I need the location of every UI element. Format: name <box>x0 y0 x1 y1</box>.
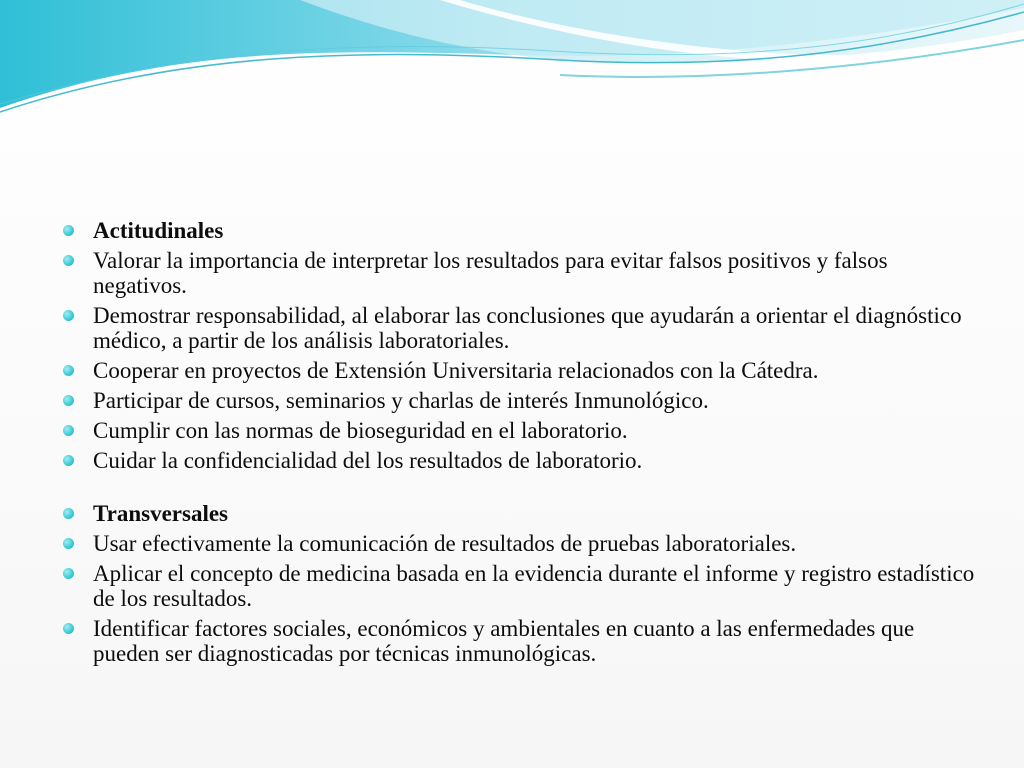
list-item: Aplicar el concepto de medicina basada en la evidencia durante el informe y registro estadístico de los resultados. <box>62 561 982 611</box>
section-heading-actitudinales: Actitudinales <box>62 218 982 243</box>
list-item: Identificar factores sociales, económicos y ambientales en cuanto a las enfermedades que pueden ser diagnosticadas por técnicas inmunológicas. <box>62 616 982 666</box>
list-item: Cuidar la confidencialidad del los resultados de laboratorio. <box>62 448 982 473</box>
bullet-list <box>62 218 982 666</box>
list-item: Participar de cursos, seminarios y charlas de interés Inmunológico. <box>62 388 982 413</box>
list-item: Demostrar responsabilidad, al elaborar las conclusiones que ayudarán a orientar el diagnóstico médico, a partir de los análisis laboratoriales. <box>62 303 982 353</box>
slide-body <box>62 218 982 671</box>
header-wave-decoration <box>0 0 1024 130</box>
list-item: Usar efectivamente la comunicación de resultados de pruebas laboratoriales. <box>62 531 982 556</box>
list-item: Valorar la importancia de interpretar los resultados para evitar falsos positivos y falsos negativos. <box>62 248 982 298</box>
section-heading-transversales: Transversales <box>62 501 982 526</box>
list-item: Cooperar en proyectos de Extensión Universitaria relacionados con la Cátedra. <box>62 358 982 383</box>
list-item: Cumplir con las normas de bioseguridad en el laboratorio. <box>62 418 982 443</box>
